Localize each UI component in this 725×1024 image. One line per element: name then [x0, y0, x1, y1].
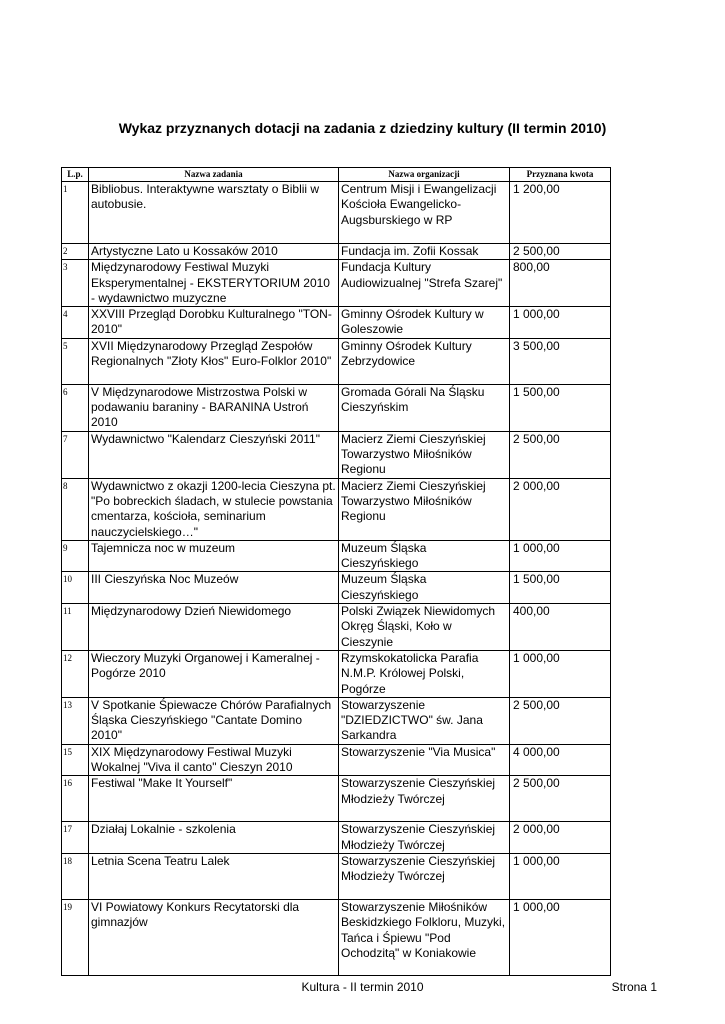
row-lp: 9 — [62, 540, 89, 572]
row-lp: 11 — [62, 604, 89, 651]
row-amount: 2 500,00 — [510, 776, 611, 822]
row-amount: 800,00 — [510, 260, 611, 307]
row-org: Macierz Ziemi Cieszyńskiej Towarzystwo Miłośników Regionu — [339, 478, 510, 540]
document-title: Wykaz przyznanych dotacji na zadania z dziedziny kultury (II termin 2010) — [118, 120, 607, 136]
row-amount: 3 500,00 — [510, 338, 611, 384]
row-amount: 1 000,00 — [510, 853, 611, 899]
row-task: Artystyczne Lato u Kossaków 2010 — [89, 244, 339, 260]
row-task: VI Powiatowy Konkurs Recytatorski dla gimnazjów — [89, 899, 339, 975]
row-task: V Spotkanie Śpiewacze Chórów Parafialnych Śląska Cieszyńskiego "Cantate Domino 2010" — [89, 697, 339, 744]
row-amount: 1 000,00 — [510, 540, 611, 572]
row-task: Wydawnictwo "Kalendarz Cieszyński 2011" — [89, 431, 339, 478]
row-org: Fundacja im. Zofii Kossak — [339, 244, 510, 260]
table-row — [62, 650, 611, 697]
row-org: Stowarzyszenie "Via Musica" — [339, 744, 510, 776]
table-row — [62, 338, 611, 384]
row-org: Stowarzyszenie Cieszyńskiej Młodzieży Twórczej — [339, 853, 510, 899]
row-amount: 2 500,00 — [510, 697, 611, 744]
row-task: Międzynarodowy Festiwal Muzyki Eksperymentalnej - EKSTERYTORIUM 2010 - wydawnictwo muzyczne — [89, 260, 339, 307]
row-task: V Międzynarodowe Mistrzostwa Polski w podawaniu baraniny - BARANINA Ustroń 2010 — [89, 384, 339, 431]
row-lp: 7 — [62, 431, 89, 478]
row-lp: 6 — [62, 384, 89, 431]
row-amount: 1 000,00 — [510, 650, 611, 697]
row-amount: 1 000,00 — [510, 899, 611, 975]
row-lp: 5 — [62, 338, 89, 384]
grants-table — [61, 167, 611, 976]
row-org: Stowarzyszenie Miłośników Beskidzkiego Folkloru, Muzyki, Tańca i Śpiewu "Pod Ochodzitą" w Koniakowie — [339, 899, 510, 975]
row-task: Festiwal "Make It Yourself" — [89, 776, 339, 822]
table-row — [62, 540, 611, 572]
table-row — [62, 478, 611, 540]
row-task: XXVIII Przegląd Dorobku Kulturalnego "TON-2010" — [89, 307, 339, 339]
row-org: Gminny Ośrodek Kultury Zebrzydowice — [339, 338, 510, 384]
header-org: Nazwa organizacji — [339, 168, 510, 182]
row-lp: 2 — [62, 244, 89, 260]
row-task: Międzynarodowy Dzień Niewidomego — [89, 604, 339, 651]
row-org: Muzeum Śląska Cieszyńskiego — [339, 572, 510, 604]
row-amount: 1 500,00 — [510, 572, 611, 604]
table-row — [62, 604, 611, 651]
header-lp: L.p. — [62, 168, 89, 182]
row-org: Gminny Ośrodek Kultury w Goleszowie — [339, 307, 510, 339]
row-task: Tajemnicza noc w muzeum — [89, 540, 339, 572]
row-lp: 19 — [62, 899, 89, 975]
row-lp: 3 — [62, 260, 89, 307]
table-row — [62, 182, 611, 244]
page-number: Strona 1 — [611, 980, 657, 994]
row-lp: 10 — [62, 572, 89, 604]
row-task: Wydawnictwo z okazji 1200-lecia Cieszyna pt. "Po bobreckich śladach, w stulecie powstania cmentarza, kościoła, seminarium nauczycielskiego…" — [89, 478, 339, 540]
header-amount: Przyznana kwota — [510, 168, 611, 182]
table-row — [62, 431, 611, 478]
row-lp: 1 — [62, 182, 89, 244]
table-row — [62, 307, 611, 339]
table-row — [62, 260, 611, 307]
row-org: Polski Związek Niewidomych Okręg Śląski, Koło w Cieszynie — [339, 604, 510, 651]
row-lp: 17 — [62, 822, 89, 854]
row-amount: 4 000,00 — [510, 744, 611, 776]
row-task: III Cieszyńska Noc Muzeów — [89, 572, 339, 604]
footer-section-label: Kultura - II termin 2010 — [301, 980, 424, 994]
table-row — [62, 822, 611, 854]
row-lp: 16 — [62, 776, 89, 822]
row-task: Działaj Lokalnie - szkolenia — [89, 822, 339, 854]
table-row — [62, 744, 611, 776]
row-org: Stowarzyszenie Cieszyńskiej Młodzieży Twórczej — [339, 822, 510, 854]
row-amount: 2 500,00 — [510, 431, 611, 478]
row-org: Stowarzyszenie Cieszyńskiej Młodzieży Twórczej — [339, 776, 510, 822]
row-lp: 18 — [62, 853, 89, 899]
row-amount: 2 500,00 — [510, 244, 611, 260]
table-row — [62, 899, 611, 975]
table-row — [62, 572, 611, 604]
row-lp: 15 — [62, 744, 89, 776]
row-amount: 1 000,00 — [510, 307, 611, 339]
row-lp: 4 — [62, 307, 89, 339]
table-row — [62, 697, 611, 744]
row-org: Fundacja Kultury Audiowizualnej "Strefa Szarej" — [339, 260, 510, 307]
table-row — [62, 384, 611, 431]
header-task: Nazwa zadania — [89, 168, 339, 182]
row-lp: 12 — [62, 650, 89, 697]
row-task: XVII Międzynarodowy Przegląd Zespołów Regionalnych "Złoty Kłos" Euro-Folklor 2010" — [89, 338, 339, 384]
row-org: Stowarzyszenie "DZIEDZICTWO" św. Jana Sarkandra — [339, 697, 510, 744]
table-row — [62, 244, 611, 260]
row-org: Centrum Misji i Ewangelizacji Kościoła Ewangelicko-Augsburskiego w RP — [339, 182, 510, 244]
row-task: Wieczory Muzyki Organowej i Kameralnej - Pogórze 2010 — [89, 650, 339, 697]
row-org: Gromada Górali Na Śląsku Cieszyńskim — [339, 384, 510, 431]
row-amount: 400,00 — [510, 604, 611, 651]
row-org: Macierz Ziemi Cieszyńskiej Towarzystwo Miłośników Regionu — [339, 431, 510, 478]
row-amount: 1 500,00 — [510, 384, 611, 431]
row-task: Letnia Scena Teatru Lalek — [89, 853, 339, 899]
row-org: Muzeum Śląska Cieszyńskiego — [339, 540, 510, 572]
row-org: Rzymskokatolicka Parafia N.M.P. Królowej Polski, Pogórze — [339, 650, 510, 697]
row-amount: 1 200,00 — [510, 182, 611, 244]
table-row — [62, 853, 611, 899]
table-row — [62, 776, 611, 822]
row-amount: 2 000,00 — [510, 822, 611, 854]
row-task: Bibliobus. Interaktywne warsztaty o Biblii w autobusie. — [89, 182, 339, 244]
row-task: XIX Międzynarodowy Festiwal Muzyki Wokalnej "Viva il canto" Cieszyn 2010 — [89, 744, 339, 776]
row-lp: 13 — [62, 697, 89, 744]
table-header-row — [62, 168, 611, 182]
row-amount: 2 000,00 — [510, 478, 611, 540]
table-body — [62, 182, 611, 976]
row-lp: 8 — [62, 478, 89, 540]
